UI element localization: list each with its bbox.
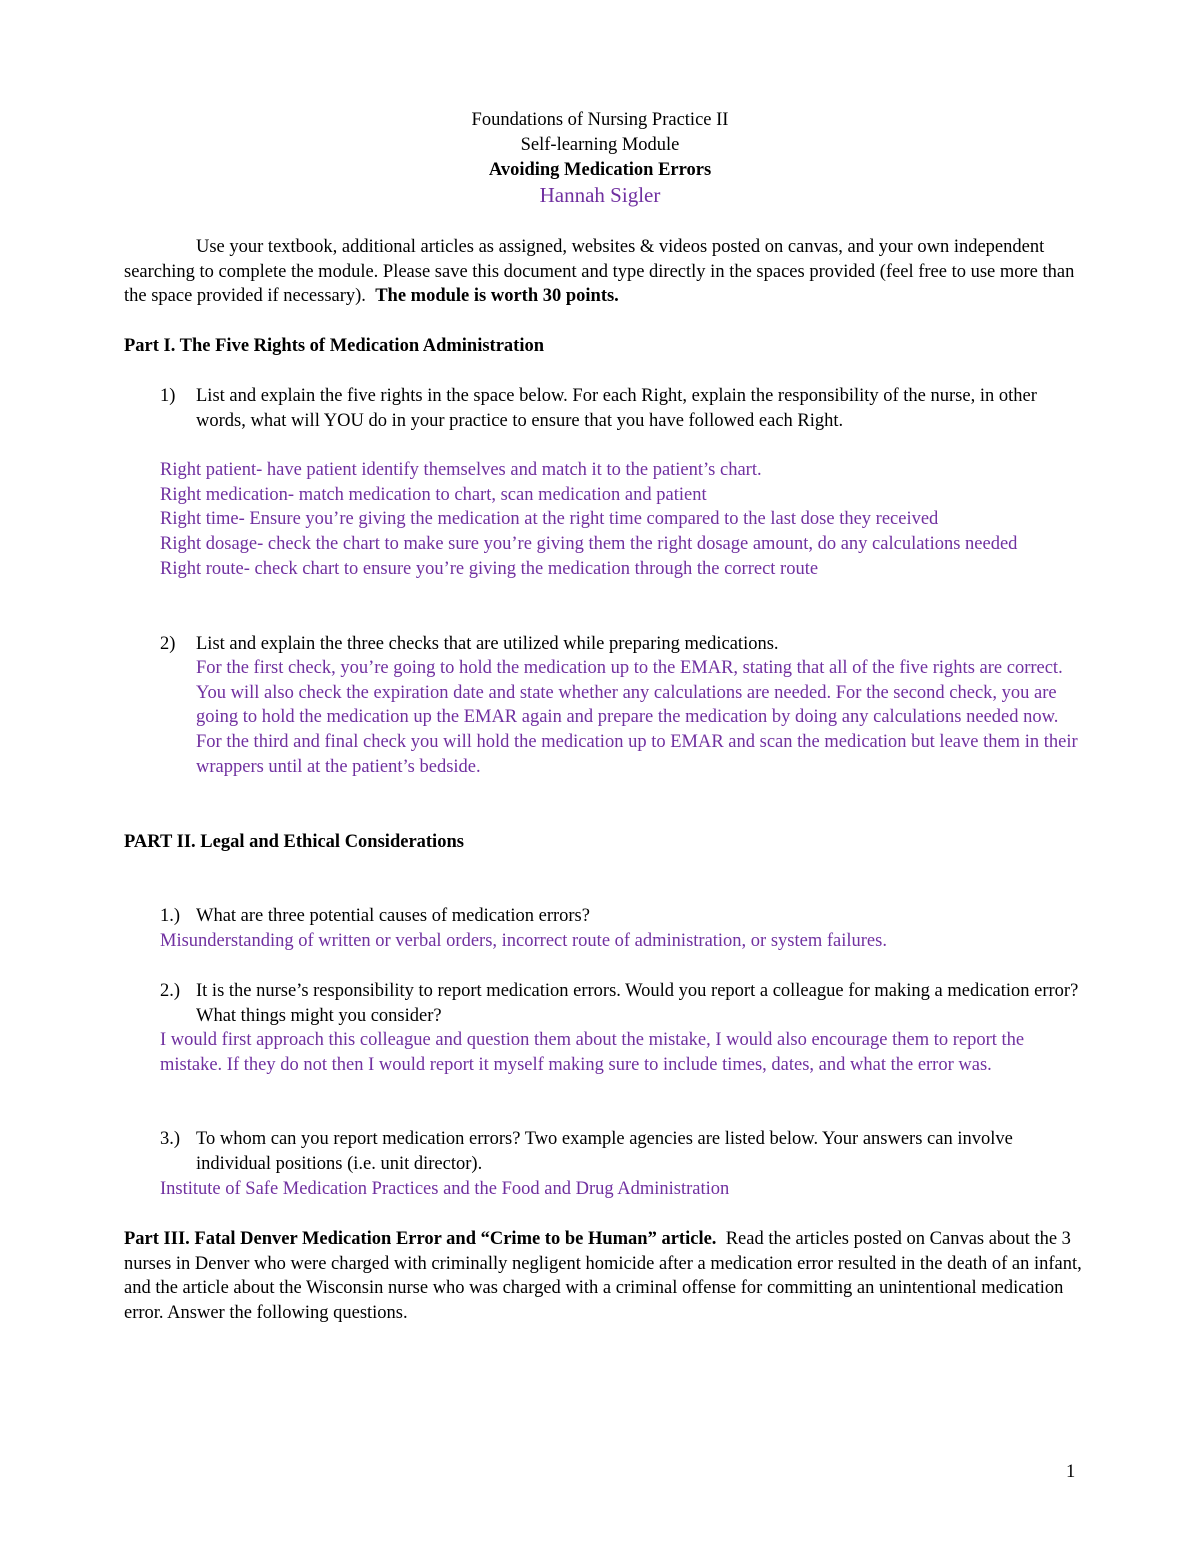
part3-text: Read the articles posted on Canvas about the 3 nurses in Denver who were charged with criminally negligent homicide after a medication error resulted in the death of an infant, and the article about the Wisconsin nurse who was charged with a criminal offense for committing an unintentional medication error. Answer the following questions. bbox=[124, 1229, 1082, 1324]
answer-right-time: Right time- Ensure you’re giving the medication at the right time compared to the last dose they received bbox=[160, 509, 939, 530]
intro-points-note: The module is worth 30 points. bbox=[375, 286, 619, 307]
question-number: 1.) bbox=[160, 906, 181, 926]
part2-question-2 bbox=[160, 979, 1080, 1028]
answer-right-dosage: Right dosage- check the chart to make sure you’re giving them the right dosage amount, do any calculations needed bbox=[160, 534, 1018, 555]
part2-heading: PART II. Legal and Ethical Considerations bbox=[124, 832, 464, 852]
part1-answer-2: For the first check, you’re going to hold the medication up to the EMAR, stating that all of the five rights are correct. You will also check the expiration date and state whether any calculations are needed. For the second check, you are going to hold the medication up the EMAR again and prepare the medication by doing any calculations needed now. For the third and final check you will hold the medication up to EMAR and scan the medication but leave them in their wrappers until at the patient’s bedside. bbox=[196, 658, 1078, 777]
intro-paragraph bbox=[124, 235, 1084, 309]
answer-right-patient: Right patient- have patient identify themselves and match it to the patient’s chart. bbox=[160, 460, 762, 480]
intro-text: Use your textbook, additional articles as assigned, websites & videos posted on canvas, and your own independent searching to complete the module. Please save this document and type directly in the spaces provided (feel free to use more than the space provided if necessary). bbox=[124, 237, 1075, 307]
answer-right-medication: Right medication- match medication to chart, scan medication and patient bbox=[160, 484, 707, 505]
module-subtitle: Self-learning Module bbox=[520, 135, 680, 155]
part1-question-2 bbox=[160, 632, 1080, 657]
question-text: List and explain the three checks that are utilized while preparing medications. bbox=[196, 634, 779, 654]
question-number: 1) bbox=[160, 386, 176, 406]
part1-question-1 bbox=[160, 384, 1080, 433]
part1-answer-1 bbox=[160, 458, 1080, 582]
part1-heading: Part I. The Five Rights of Medication Administration bbox=[124, 336, 545, 356]
part3-heading: Part III. Fatal Denver Medication Error and “Crime to be Human” article. bbox=[124, 1229, 717, 1249]
question-text: It is the nurse’s responsibility to report medication errors. Would you report a colleague for making a medication error? What things might you consider? bbox=[196, 981, 1079, 1026]
course-title: Foundations of Nursing Practice II bbox=[471, 110, 729, 130]
answer-right-route: Right route- check chart to ensure you’re giving the medication through the correct route bbox=[160, 558, 819, 579]
part3-paragraph bbox=[124, 1227, 1084, 1326]
question-text: What are three potential causes of medication errors? bbox=[196, 906, 590, 926]
part2-answer-1: Misunderstanding of written or verbal orders, incorrect route of administration, or system failures. bbox=[160, 931, 887, 951]
document-title: Avoiding Medication Errors bbox=[488, 160, 712, 180]
page-number: 1 bbox=[1066, 1462, 1076, 1482]
part2-answer-3: Institute of Safe Medication Practices and the Food and Drug Administration bbox=[160, 1179, 730, 1199]
part2-question-1 bbox=[160, 904, 1080, 929]
question-text: To whom can you report medication errors? Two example agencies are listed below. Your answers can involve individual positions (i.e. unit director). bbox=[196, 1129, 1013, 1174]
question-text: List and explain the five rights in the space below. For each Right, explain the responsibility of the nurse, in other words, what will YOU do in your practice to ensure that you have followed each Right. bbox=[196, 386, 1037, 431]
question-number: 3.) bbox=[160, 1129, 181, 1149]
part2-question-3 bbox=[160, 1127, 1080, 1176]
question-number: 2.) bbox=[160, 981, 181, 1001]
part2-answer-2: I would first approach this colleague and question them about the mistake, I would also encourage them to report the mistake. If they do not then I would report it myself making sure to include times, dates, and what the error was. bbox=[160, 1030, 1025, 1075]
student-name: Hannah Sigler bbox=[539, 183, 661, 207]
question-number: 2) bbox=[160, 634, 176, 654]
